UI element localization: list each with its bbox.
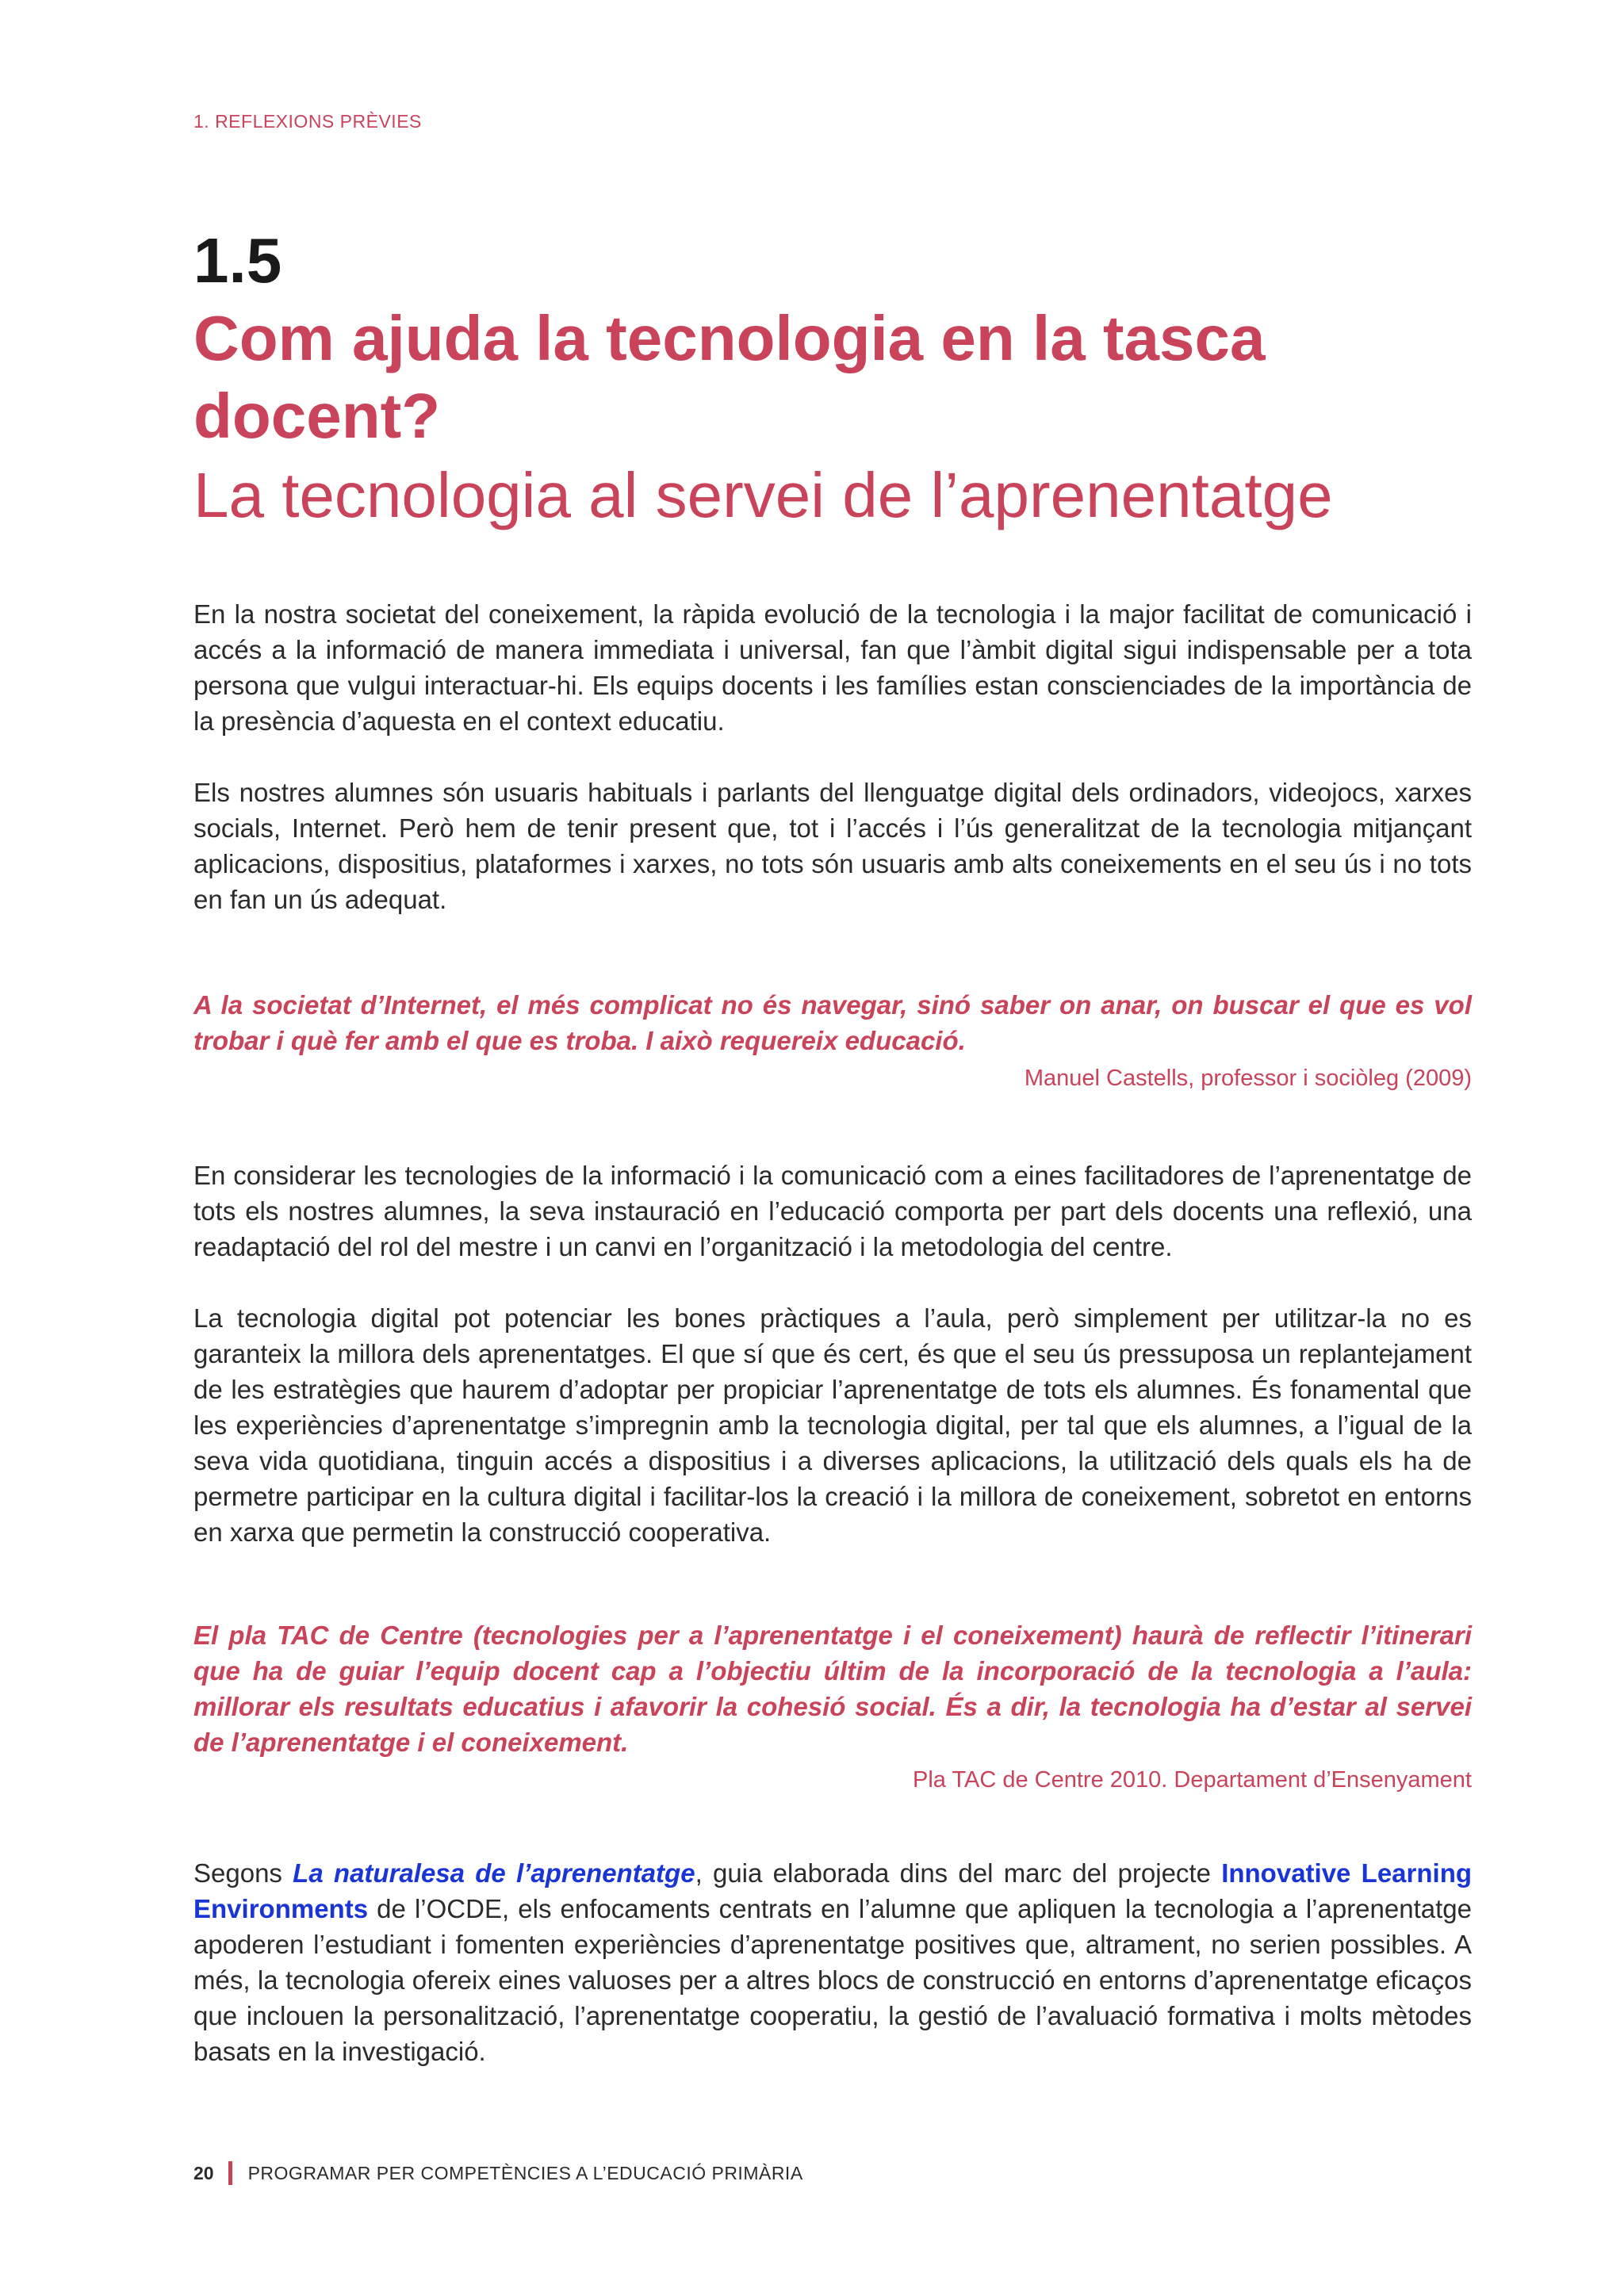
- quote-text: El pla TAC de Centre (tecnologies per a l’aprenentatge i el coneixement) haurà de reflectir l’itinerari que ha de guiar l’equip docent cap a l’objectiu últim de la incorporació de la tecnologia a l’aula: millorar els resultats educatius i afavorir la cohesió social. És a dir, la tecnologia ha d’estar al servei de l’aprenentatge i el coneixement.: [193, 1621, 1472, 1757]
- section-heading: [193, 222, 1472, 536]
- guide-title-link[interactable]: La naturalesa de l’aprenentatge: [293, 1858, 695, 1888]
- section-title: Com ajuda la tecnologia en la tasca docent?: [193, 303, 1266, 451]
- quote-source: Manuel Castells, professor i sociòleg (2009): [1024, 1066, 1472, 1091]
- running-head: 1. REFLEXIONS PRÈVIES: [193, 111, 422, 132]
- paragraph-with-links: [193, 1855, 1472, 2069]
- paragraph: La tecnologia digital pot potenciar les bones pràctiques a l’aula, però simplement per utilitzar-la no es garanteix la millora dels aprenentatges. El que sí que és cert, és que el seu ús pressuposa un replantejament de les estratègies que haurem d’adoptar per propiciar l’aprenentatge de tots els alumnes. És fonamental que les experiències d’aprenentatge s’impregnin amb la tecnologia digital, per tal que els alumnes, a l’igual de la seva vida quotidiana, tinguin accés a dispositius i a diverses aplicacions, la utilització dels quals els ha de permetre participar en la cultura digital i facilitar-los la creació i la millora de coneixement, sobretot en entorns en xarxa que permetin la construcció cooperativa.: [193, 1303, 1472, 1547]
- footer-divider: [228, 2161, 232, 2185]
- pull-quote: [193, 987, 1472, 1095]
- quote-text: A la societat d’Internet, el més complicat no és navegar, sinó saber on anar, on buscar el que es vol trobar i què fer amb el que es troba. I això requereix educació.: [193, 990, 1472, 1055]
- paragraph-text: , guia elaborada dins del marc del projecte: [695, 1858, 1222, 1888]
- section-subtitle: La tecnologia al servei de l’aprenentatge: [193, 460, 1333, 530]
- paragraph: En la nostra societat del coneixement, la ràpida evolució de la tecnologia i la major facilitat de comunicació i accés a la informació de manera immediata i universal, fan que l’àmbit digital sigui indispensable per a tota persona que vulgui interactuar-hi. Els equips docents i les famílies estan conscienciades de la importància de la presència d’aquesta en el context educatiu.: [193, 599, 1472, 736]
- paragraph-lead: Segons: [193, 1858, 293, 1888]
- page-footer: [193, 2161, 803, 2185]
- book-title: PROGRAMAR PER COMPETÈNCIES A L’EDUCACIÓ PRIMÀRIA: [247, 2162, 803, 2183]
- pull-quote: [193, 1617, 1472, 1797]
- section-number: 1.5: [193, 225, 282, 296]
- paragraph-text: de l’OCDE, els enfocaments centrats en l’alumne que apliquen la tecnologia a l’aprenentatge apoderen l’estudiant i fomenten experiències d’aprenentatge positives que, altrament, no serien possibles. A més, la tecnologia ofereix eines valuoses per a altres blocs de construcció en entorns d’aprenentatge eficaços que inclouen la personalització, l’aprenentatge cooperatiu, la gestió de l’avaluació formativa i molts mètodes basats en la investigació.: [193, 1894, 1472, 2066]
- page-number: 20: [193, 2162, 214, 2183]
- paragraph: En considerar les tecnologies de la informació i la comunicació com a eines facilitadores de l’aprenentatge de tots els nostres alumnes, la seva instauració en l’educació comporta per part dels docents una reflexió, una readaptació del rol del mestre i un canvi en l’organització i la metodologia del centre.: [193, 1161, 1472, 1261]
- paragraph: Els nostres alumnes són usuaris habituals i parlants del llenguatge digital dels ordinadors, videojocs, xarxes socials, Internet. Però hem de tenir present que, tot i l’accés i l’ús generalitzat de la tecnologia mitjançant aplicacions, dispositius, plataformes i xarxes, no tots són usuaris amb alts coneixements en el seu ús i no tots en fan un ús adequat.: [193, 778, 1472, 914]
- project-name-link[interactable]: Innovative Learning Environments: [193, 1858, 1473, 1923]
- quote-source: Pla TAC de Centre 2010. Departament d’Ensenyament: [913, 1767, 1472, 1793]
